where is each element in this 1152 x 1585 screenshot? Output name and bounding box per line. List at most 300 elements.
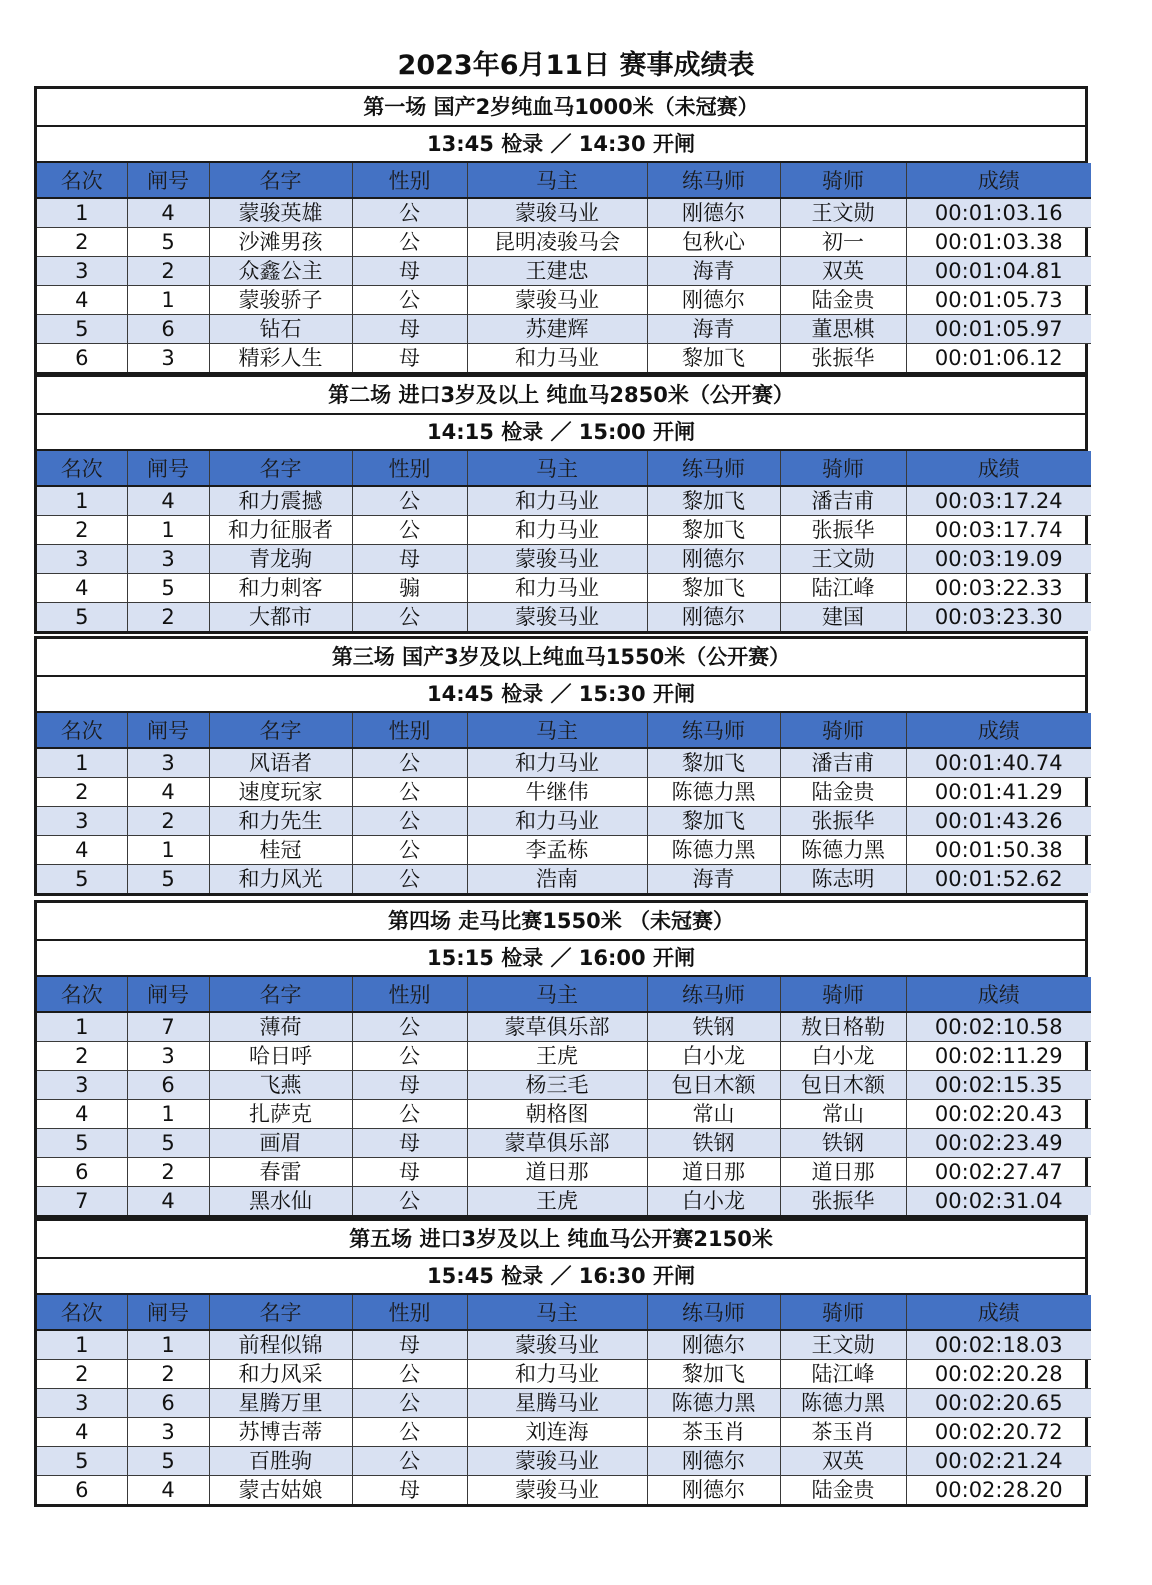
cell-jockey: 道日那 <box>780 1158 906 1187</box>
cell-jockey: 王文勋 <box>780 1330 906 1360</box>
cell-owner: 和力马业 <box>467 1360 647 1389</box>
cell-rank: 1 <box>37 748 127 778</box>
cell-time: 00:01:50.38 <box>906 836 1091 865</box>
race-title: 第四场 走马比赛1550米 （未冠赛） <box>37 903 1085 941</box>
cell-time: 00:01:04.81 <box>906 257 1091 286</box>
column-header-owner: 马主 <box>467 977 647 1012</box>
cell-time: 00:02:28.20 <box>906 1476 1091 1505</box>
table-row <box>37 807 1091 836</box>
cell-owner: 刘连海 <box>467 1418 647 1447</box>
page-title: 2023年6月11日 赛事成绩表 <box>397 50 755 81</box>
cell-trainer: 刚德尔 <box>647 286 780 315</box>
cell-sex: 母 <box>352 1158 467 1187</box>
cell-trainer: 刚德尔 <box>647 1447 780 1476</box>
cell-gate: 7 <box>127 1012 209 1042</box>
cell-rank: 6 <box>37 1158 127 1187</box>
cell-name: 扎萨克 <box>209 1100 352 1129</box>
cell-owner: 王虎 <box>467 1042 647 1071</box>
cell-rank: 2 <box>37 1360 127 1389</box>
cell-jockey: 张振华 <box>780 516 906 545</box>
results-table <box>37 451 1091 631</box>
cell-name: 薄荷 <box>209 1012 352 1042</box>
cell-sex: 公 <box>352 286 467 315</box>
cell-sex: 公 <box>352 1418 467 1447</box>
race-section <box>34 86 1088 375</box>
race-section <box>34 374 1088 634</box>
cell-owner: 蒙骏马业 <box>467 545 647 574</box>
cell-sex: 公 <box>352 1389 467 1418</box>
cell-gate: 5 <box>127 228 209 257</box>
cell-trainer: 常山 <box>647 1100 780 1129</box>
cell-rank: 1 <box>37 1012 127 1042</box>
cell-owner: 和力马业 <box>467 807 647 836</box>
cell-name: 风语者 <box>209 748 352 778</box>
cell-owner: 蒙骏马业 <box>467 286 647 315</box>
cell-owner: 蒙骏马业 <box>467 603 647 632</box>
column-header-jockey: 骑师 <box>780 163 906 198</box>
cell-name: 飞燕 <box>209 1071 352 1100</box>
cell-trainer: 刚德尔 <box>647 603 780 632</box>
cell-jockey: 王文勋 <box>780 198 906 228</box>
cell-jockey: 建国 <box>780 603 906 632</box>
column-header-name: 名字 <box>209 163 352 198</box>
race-section <box>34 636 1088 896</box>
cell-time: 00:03:19.09 <box>906 545 1091 574</box>
cell-sex: 公 <box>352 865 467 894</box>
cell-jockey: 陆江峰 <box>780 1360 906 1389</box>
cell-rank: 2 <box>37 228 127 257</box>
cell-trainer: 道日那 <box>647 1158 780 1187</box>
race-schedule: 14:15 检录 ／ 15:00 开闸 <box>37 415 1085 451</box>
cell-name: 和力风光 <box>209 865 352 894</box>
column-header-owner: 马主 <box>467 163 647 198</box>
cell-time: 00:02:20.28 <box>906 1360 1091 1389</box>
cell-time: 00:02:31.04 <box>906 1187 1091 1216</box>
cell-gate: 2 <box>127 1158 209 1187</box>
column-header-sex: 性别 <box>352 713 467 748</box>
cell-rank: 3 <box>37 1071 127 1100</box>
cell-owner: 蒙草俱乐部 <box>467 1012 647 1042</box>
cell-name: 蒙骏骄子 <box>209 286 352 315</box>
cell-trainer: 黎加飞 <box>647 748 780 778</box>
cell-gate: 3 <box>127 545 209 574</box>
column-header-time: 成绩 <box>906 713 1091 748</box>
cell-trainer: 陈德力黑 <box>647 1389 780 1418</box>
cell-rank: 7 <box>37 1187 127 1216</box>
cell-sex: 母 <box>352 257 467 286</box>
cell-sex: 母 <box>352 1129 467 1158</box>
cell-sex: 公 <box>352 1360 467 1389</box>
column-header-name: 名字 <box>209 451 352 486</box>
table-row <box>37 603 1091 632</box>
cell-gate: 1 <box>127 1330 209 1360</box>
cell-gate: 3 <box>127 344 209 373</box>
table-row <box>37 748 1091 778</box>
cell-time: 00:01:05.73 <box>906 286 1091 315</box>
cell-gate: 4 <box>127 1476 209 1505</box>
cell-time: 00:03:17.74 <box>906 516 1091 545</box>
column-header-trainer: 练马师 <box>647 977 780 1012</box>
cell-trainer: 刚德尔 <box>647 198 780 228</box>
cell-time: 00:01:05.97 <box>906 315 1091 344</box>
cell-owner: 蒙骏马业 <box>467 1447 647 1476</box>
table-row <box>37 198 1091 228</box>
cell-trainer: 海青 <box>647 865 780 894</box>
cell-jockey: 白小龙 <box>780 1042 906 1071</box>
column-header-name: 名字 <box>209 1295 352 1330</box>
cell-owner: 蒙骏马业 <box>467 198 647 228</box>
cell-jockey: 陈志明 <box>780 865 906 894</box>
column-header-owner: 马主 <box>467 1295 647 1330</box>
cell-name: 画眉 <box>209 1129 352 1158</box>
table-row <box>37 228 1091 257</box>
cell-jockey: 陆金贵 <box>780 1476 906 1505</box>
column-header-gate: 闸号 <box>127 1295 209 1330</box>
table-row <box>37 836 1091 865</box>
cell-name: 大都市 <box>209 603 352 632</box>
cell-rank: 1 <box>37 198 127 228</box>
cell-jockey: 双英 <box>780 1447 906 1476</box>
cell-name: 精彩人生 <box>209 344 352 373</box>
cell-trainer: 黎加飞 <box>647 1360 780 1389</box>
cell-name: 百胜驹 <box>209 1447 352 1476</box>
cell-trainer: 黎加飞 <box>647 486 780 516</box>
cell-owner: 朝格图 <box>467 1100 647 1129</box>
table-row <box>37 257 1091 286</box>
cell-name: 蒙古姑娘 <box>209 1476 352 1505</box>
cell-name: 和力风采 <box>209 1360 352 1389</box>
cell-rank: 4 <box>37 574 127 603</box>
cell-time: 00:01:43.26 <box>906 807 1091 836</box>
cell-sex: 母 <box>352 1476 467 1505</box>
cell-rank: 3 <box>37 807 127 836</box>
table-row <box>37 778 1091 807</box>
cell-time: 00:02:27.47 <box>906 1158 1091 1187</box>
column-header-rank: 名次 <box>37 451 127 486</box>
cell-gate: 1 <box>127 286 209 315</box>
cell-time: 00:02:21.24 <box>906 1447 1091 1476</box>
column-header-rank: 名次 <box>37 163 127 198</box>
cell-owner: 道日那 <box>467 1158 647 1187</box>
column-header-trainer: 练马师 <box>647 163 780 198</box>
race-title: 第五场 进口3岁及以上 纯血马公开赛2150米 <box>37 1221 1085 1259</box>
cell-trainer: 海青 <box>647 257 780 286</box>
cell-gate: 1 <box>127 1100 209 1129</box>
cell-gate: 4 <box>127 1187 209 1216</box>
cell-time: 00:03:22.33 <box>906 574 1091 603</box>
cell-owner: 李孟栋 <box>467 836 647 865</box>
cell-gate: 5 <box>127 1447 209 1476</box>
table-row <box>37 1447 1091 1476</box>
cell-gate: 2 <box>127 603 209 632</box>
cell-name: 沙滩男孩 <box>209 228 352 257</box>
column-header-gate: 闸号 <box>127 977 209 1012</box>
column-header-trainer: 练马师 <box>647 713 780 748</box>
column-header-trainer: 练马师 <box>647 451 780 486</box>
cell-time: 00:02:23.49 <box>906 1129 1091 1158</box>
cell-gate: 4 <box>127 198 209 228</box>
cell-time: 00:02:20.72 <box>906 1418 1091 1447</box>
race-title: 第三场 国产3岁及以上纯血马1550米（公开赛） <box>37 639 1085 677</box>
cell-rank: 5 <box>37 1129 127 1158</box>
cell-rank: 5 <box>37 1447 127 1476</box>
table-row <box>37 1100 1091 1129</box>
column-header-rank: 名次 <box>37 713 127 748</box>
column-header-jockey: 骑师 <box>780 977 906 1012</box>
table-row <box>37 1071 1091 1100</box>
cell-time: 00:01:52.62 <box>906 865 1091 894</box>
column-header-name: 名字 <box>209 713 352 748</box>
cell-name: 速度玩家 <box>209 778 352 807</box>
cell-gate: 5 <box>127 1129 209 1158</box>
race-schedule: 14:45 检录 ／ 15:30 开闸 <box>37 677 1085 713</box>
cell-owner: 蒙骏马业 <box>467 1330 647 1360</box>
cell-trainer: 包秋心 <box>647 228 780 257</box>
cell-owner: 王虎 <box>467 1187 647 1216</box>
cell-name: 黑水仙 <box>209 1187 352 1216</box>
cell-gate: 2 <box>127 1360 209 1389</box>
cell-trainer: 黎加飞 <box>647 344 780 373</box>
column-header-gate: 闸号 <box>127 713 209 748</box>
header-row <box>37 163 1091 198</box>
cell-owner: 王建忠 <box>467 257 647 286</box>
cell-trainer: 白小龙 <box>647 1042 780 1071</box>
column-header-time: 成绩 <box>906 451 1091 486</box>
cell-time: 00:01:03.38 <box>906 228 1091 257</box>
cell-rank: 2 <box>37 516 127 545</box>
cell-rank: 6 <box>75 1478 89 1502</box>
cell-gate: 5 <box>127 865 209 894</box>
cell-sex: 公 <box>352 516 467 545</box>
cell-jockey: 陆江峰 <box>780 574 906 603</box>
cell-name: 钻石 <box>209 315 352 344</box>
cell-owner: 杨三毛 <box>467 1071 647 1100</box>
table-row <box>37 1129 1091 1158</box>
cell-trainer: 陈德力黑 <box>647 778 780 807</box>
column-header-owner: 马主 <box>467 713 647 748</box>
cell-name: 前程似锦 <box>209 1330 352 1360</box>
cell-name: 哈日呼 <box>209 1042 352 1071</box>
cell-time: 00:02:11.29 <box>906 1042 1091 1071</box>
cell-trainer: 白小龙 <box>647 1187 780 1216</box>
cell-rank: 5 <box>37 603 127 632</box>
column-header-sex: 性别 <box>352 163 467 198</box>
cell-gate: 6 <box>127 1389 209 1418</box>
cell-jockey: 陈德力黑 <box>780 836 906 865</box>
cell-sex: 公 <box>352 836 467 865</box>
cell-rank: 3 <box>37 257 127 286</box>
cell-sex: 公 <box>352 1012 467 1042</box>
cell-rank: 3 <box>37 1389 127 1418</box>
race-section <box>34 900 1088 1218</box>
cell-jockey: 陈德力黑 <box>780 1389 906 1418</box>
table-row <box>37 516 1091 545</box>
cell-gate: 4 <box>127 486 209 516</box>
cell-jockey: 双英 <box>780 257 906 286</box>
table-row <box>37 1042 1091 1071</box>
cell-name: 和力刺客 <box>209 574 352 603</box>
table-row <box>37 574 1091 603</box>
cell-owner: 蒙骏马业 <box>467 1476 647 1505</box>
column-header-jockey: 骑师 <box>780 451 906 486</box>
cell-sex: 公 <box>352 778 467 807</box>
cell-jockey: 潘吉甫 <box>780 748 906 778</box>
table-row <box>37 1012 1091 1042</box>
cell-trainer: 刚德尔 <box>647 545 780 574</box>
cell-trainer: 包日木额 <box>647 1071 780 1100</box>
header-row <box>37 713 1091 748</box>
column-header-jockey: 骑师 <box>780 1295 906 1330</box>
cell-trainer: 黎加飞 <box>647 516 780 545</box>
table-row <box>37 1158 1091 1187</box>
cell-gate: 6 <box>127 1071 209 1100</box>
column-header-rank: 名次 <box>37 977 127 1012</box>
cell-owner: 和力马业 <box>467 486 647 516</box>
table-row <box>37 545 1091 574</box>
cell-time: 00:02:20.65 <box>906 1389 1091 1418</box>
cell-sex: 公 <box>352 1447 467 1476</box>
table-row <box>37 1389 1091 1418</box>
cell-trainer: 海青 <box>647 315 780 344</box>
column-header-name: 名字 <box>209 977 352 1012</box>
results-table <box>37 713 1091 893</box>
cell-time: 00:03:17.24 <box>906 486 1091 516</box>
cell-trainer: 铁钢 <box>647 1129 780 1158</box>
column-header-rank: 名次 <box>37 1295 127 1330</box>
cell-trainer: 刚德尔 <box>647 1476 780 1505</box>
cell-rank: 2 <box>37 778 127 807</box>
cell-rank: 4 <box>37 1418 127 1447</box>
cell-sex: 公 <box>352 807 467 836</box>
race-title: 第一场 国产2岁纯血马1000米（未冠赛） <box>37 89 1085 127</box>
cell-rank: 3 <box>37 545 127 574</box>
cell-jockey: 张振华 <box>780 1187 906 1216</box>
column-header-jockey: 骑师 <box>780 713 906 748</box>
cell-jockey: 包日木额 <box>780 1071 906 1100</box>
column-header-sex: 性别 <box>352 451 467 486</box>
cell-time: 00:01:03.16 <box>906 198 1091 228</box>
cell-owner: 星腾马业 <box>467 1389 647 1418</box>
cell-time: 00:02:18.03 <box>906 1330 1091 1360</box>
cell-sex: 公 <box>352 1042 467 1071</box>
cell-trainer: 刚德尔 <box>647 1330 780 1360</box>
cell-name: 和力震撼 <box>209 486 352 516</box>
cell-rank: 5 <box>37 315 127 344</box>
column-header-gate: 闸号 <box>127 163 209 198</box>
cell-sex: 公 <box>352 198 467 228</box>
cell-name: 星腾万里 <box>209 1389 352 1418</box>
cell-time: 00:01:06.12 <box>906 344 1091 373</box>
cell-sex: 母 <box>352 315 467 344</box>
column-header-time: 成绩 <box>906 977 1091 1012</box>
table-row <box>37 1187 1091 1216</box>
table-row <box>37 315 1091 344</box>
race-schedule: 15:15 检录 ／ 16:00 开闸 <box>37 941 1085 977</box>
results-table <box>37 1295 1091 1504</box>
cell-time: 00:02:10.58 <box>906 1012 1091 1042</box>
cell-jockey: 张振华 <box>780 807 906 836</box>
table-row <box>37 1330 1091 1360</box>
cell-trainer: 黎加飞 <box>647 574 780 603</box>
table-row <box>37 1418 1091 1447</box>
cell-owner: 浩南 <box>467 865 647 894</box>
cell-rank: 5 <box>37 865 127 894</box>
cell-name: 众鑫公主 <box>209 257 352 286</box>
cell-sex: 骟 <box>352 574 467 603</box>
race-schedule: 13:45 检录 ／ 14:30 开闸 <box>37 127 1085 163</box>
cell-sex: 公 <box>352 486 467 516</box>
table-row <box>37 486 1091 516</box>
cell-owner: 和力马业 <box>467 748 647 778</box>
cell-jockey: 铁钢 <box>780 1129 906 1158</box>
cell-jockey: 常山 <box>780 1100 906 1129</box>
cell-time: 00:02:15.35 <box>906 1071 1091 1100</box>
cell-gate: 1 <box>127 516 209 545</box>
cell-sex: 母 <box>352 545 467 574</box>
cell-sex: 公 <box>352 228 467 257</box>
cell-owner: 牛继伟 <box>467 778 647 807</box>
cell-trainer: 黎加飞 <box>647 807 780 836</box>
cell-sex: 母 <box>352 1071 467 1100</box>
cell-trainer: 陈德力黑 <box>647 836 780 865</box>
cell-owner: 昆明凌骏马会 <box>467 228 647 257</box>
cell-name: 蒙骏英雄 <box>209 198 352 228</box>
cell-sex: 公 <box>352 1187 467 1216</box>
cell-jockey: 初一 <box>780 228 906 257</box>
cell-sex: 公 <box>352 748 467 778</box>
cell-gate: 4 <box>127 778 209 807</box>
cell-name: 春雷 <box>209 1158 352 1187</box>
cell-name: 桂冠 <box>209 836 352 865</box>
cell-gate: 5 <box>127 574 209 603</box>
race-title: 第二场 进口3岁及以上 纯血马2850米（公开赛） <box>37 377 1085 415</box>
cell-rank: 4 <box>37 1100 127 1129</box>
cell-owner: 和力马业 <box>467 516 647 545</box>
cell-sex: 公 <box>352 1100 467 1129</box>
header-row <box>37 1295 1091 1330</box>
cell-rank: 4 <box>37 286 127 315</box>
cell-jockey: 王文勋 <box>780 545 906 574</box>
table-row <box>37 344 1091 373</box>
column-header-sex: 性别 <box>352 1295 467 1330</box>
cell-time: 00:01:40.74 <box>906 748 1091 778</box>
cell-gate: 3 <box>127 1418 209 1447</box>
cell-owner: 和力马业 <box>467 344 647 373</box>
cell-jockey: 张振华 <box>780 344 906 373</box>
cell-name: 和力征服者 <box>209 516 352 545</box>
cell-name: 和力先生 <box>209 807 352 836</box>
column-header-time: 成绩 <box>906 163 1091 198</box>
cell-rank: 1 <box>37 1330 127 1360</box>
cell-time: 00:02:20.43 <box>906 1100 1091 1129</box>
cell-rank: 4 <box>37 836 127 865</box>
cell-owner: 蒙草俱乐部 <box>467 1129 647 1158</box>
cell-owner: 和力马业 <box>467 574 647 603</box>
cell-jockey: 茶玉肖 <box>780 1418 906 1447</box>
cell-sex: 母 <box>352 1330 467 1360</box>
cell-jockey: 陆金贵 <box>780 778 906 807</box>
cell-jockey: 董思棋 <box>780 315 906 344</box>
column-header-owner: 马主 <box>467 451 647 486</box>
cell-gate: 3 <box>127 748 209 778</box>
cell-rank: 6 <box>75 346 89 370</box>
race-schedule: 15:45 检录 ／ 16:30 开闸 <box>37 1259 1085 1295</box>
column-header-gate: 闸号 <box>127 451 209 486</box>
cell-trainer: 茶玉肖 <box>647 1418 780 1447</box>
table-row <box>37 286 1091 315</box>
column-header-trainer: 练马师 <box>647 1295 780 1330</box>
cell-jockey: 敖日格勒 <box>780 1012 906 1042</box>
